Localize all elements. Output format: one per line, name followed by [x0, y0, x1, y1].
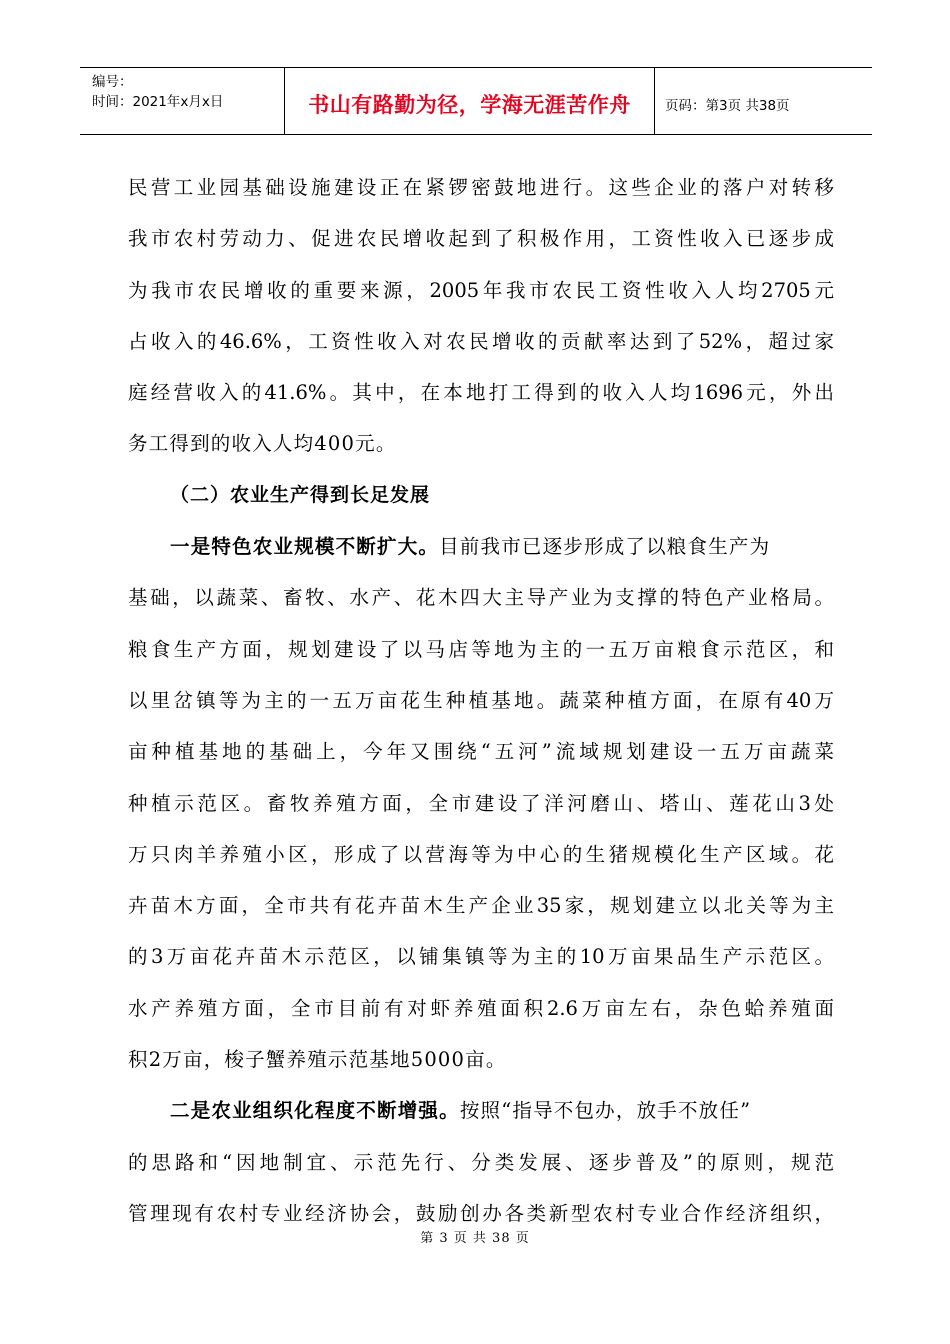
- doc-number-label: 编号：: [92, 74, 133, 90]
- header-page-cell: [655, 68, 872, 134]
- body-line: 民营工业园基础设施建设正在紧锣密鼓地进行。这些企业的落户对转移: [128, 176, 834, 199]
- body-line: 基础，以蔬菜、畜牧、水产、花木四大主导产业为支撑的特色产业格局。: [128, 586, 834, 610]
- header-page-info: 页码：第3页 共38页: [665, 98, 790, 114]
- body-line: 积2万亩，梭子蟹养殖示范基地5000亩。: [128, 1048, 507, 1072]
- body-line: 管理现有农村专业经济协会，鼓励创办各类新型农村专业合作经济组织，: [128, 1201, 834, 1225]
- header-meta-cell: [80, 68, 285, 134]
- body-line: 卉苗木方面，全市共有花卉苗木生产企业35家，规划建立以北关等为主: [128, 894, 834, 918]
- body-line: 水产养殖方面，全市目前有对虾养殖面积2.6万亩左右，杂色蛤养殖面: [128, 996, 834, 1020]
- page-footer: 第 3 页 共 38 页: [420, 1231, 530, 1246]
- body-line: 占收入的46.6%，工资性收入对农民增收的贡献率达到了52%，超过家: [128, 329, 834, 353]
- body-line: 为我市农民增收的重要来源，2005年我市农民工资性收入人均2705元: [128, 278, 834, 302]
- body-line: 以里岔镇等为主的一五万亩花生种植基地。蔬菜种植方面，在原有40万: [128, 688, 834, 712]
- paragraph-first-line: [128, 1085, 834, 1136]
- body-line: 的3万亩花卉苗木示范区，以铺集镇等为主的10万亩果品生产示范区。: [128, 945, 834, 969]
- header-motto: 书山有路勤为径，学海无涯苦作舟: [308, 93, 631, 117]
- paragraph-lead: 二是农业组织化程度不断增强。: [170, 1099, 460, 1123]
- body-line: 亩种植基地的基础上，今年又围绕“五河”流域规划建设一五万亩蔬菜: [128, 740, 834, 764]
- body-line: 粮食生产方面，规划建设了以马店等地为主的一五万亩粮食示范区，和: [128, 637, 834, 661]
- page-header: [80, 67, 872, 135]
- paragraph-text: 按照“指导不包办，放手不放任”: [459, 1099, 752, 1123]
- body-line: 种植示范区。畜牧养殖方面，全市建设了洋河磨山、塔山、莲花山3处: [128, 791, 834, 815]
- header-motto-cell: [285, 68, 655, 134]
- body-line: 庭经营收入的41.6%。其中，在本地打工得到的收入人均1696元，外出: [128, 381, 834, 405]
- body-line: 万只肉羊养殖小区，形成了以营海等为中心的生猪规模化生产区域。花: [128, 842, 834, 866]
- doc-time-label: 时间：2021年x月x日: [92, 94, 224, 110]
- paragraph-lead: 一是特色农业规模不断扩大。: [170, 535, 440, 559]
- section-heading: （二）农业生产得到长足发展: [170, 483, 431, 506]
- paragraph-text: 目前我市已逐步形成了以粮食生产为: [439, 535, 771, 559]
- body-line: 我市农村劳动力、促进农民增收起到了积极作用，工资性收入已逐步成: [128, 227, 834, 251]
- paragraph-first-line: [128, 521, 834, 572]
- body-line: 务工得到的收入人均400元。: [128, 432, 397, 456]
- body-line: 的思路和“因地制宜、示范先行、分类发展、逐步普及”的原则，规范: [128, 1150, 834, 1174]
- document-body: [128, 162, 834, 1239]
